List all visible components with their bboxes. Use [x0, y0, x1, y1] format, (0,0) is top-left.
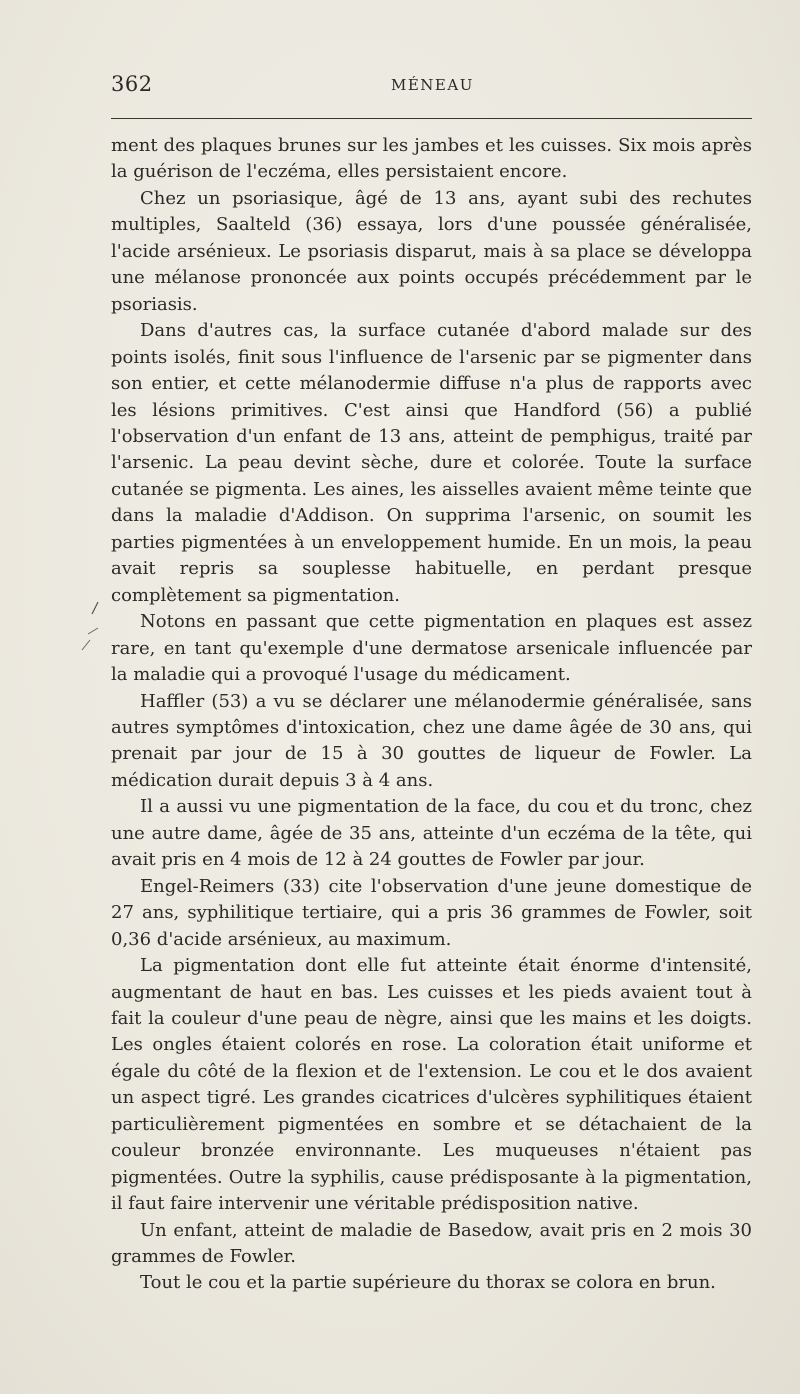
paragraph: Chez un psoriasique, âgé de 13 ans, ayant subi des rechutes multiples, Saalteld (36) essaya, lors d'une poussée généralisée, l'acide arsénieux. Le psoriasis disparut, mais à sa place se développa une mélanose prononcée aux points occupés précédemment par le psoriasis. — [111, 187, 752, 315]
body-text — [111, 133, 752, 1297]
paragraph: La pigmentation dont elle fut atteinte était énorme d'intensité, augmentant de haut en bas. Les cuisses et les pieds avaient tout à fait la couleur d'une peau de nègre, ainsi que les mains et les doigts. Les ongles étaient colorés en rose. La coloration était uniforme et égale du côté de la flexion et de l'extension. Le cou et le dos avaient un aspect tigré. Les grandes cicatrices d'ulcères syphilitiques étaient particulièrement pigmentées en sombre et se détachaient de la couleur bronzée environnante. Les muqueuses n'étaient pas pigmentées. Outre la syphilis, cause prédisposante à la pigmentation, il faut faire intervenir une véritable prédisposition native. — [111, 955, 752, 1215]
paragraph: Tout le cou et la partie supérieure du thorax se colora en brun. — [140, 1272, 716, 1294]
paragraph: Un enfant, atteint de maladie de Basedow, avait pris en 2 mois 30 grammes de Fowler. — [111, 1219, 752, 1268]
paragraph: Notons en passant que cette pigmentation en plaques est assez rare, en tant qu'exemple d'une dermatose arsenicale influencée par la maladie qui a provoqué l'usage du médicament. — [111, 611, 752, 686]
page-header — [111, 72, 751, 112]
paragraph: ment des plaques brunes sur les jambes et les cuisses. Six mois après la guérison de l'eczéma, elles persistaient encore. — [111, 135, 752, 183]
paragraph: Haffler (53) a vu se déclarer une mélanodermie généralisée, sans autres symptômes d'intoxication, chez une dame âgée de 30 ans, qui prenait par jour de 15 à 30 gouttes de liqueur de Fowler. La médication durait depuis 3 à 4 ans. — [111, 690, 752, 791]
running-title: MÉNEAU — [391, 76, 474, 94]
paragraph: Engel-Reimers (33) cite l'observation d'une jeune domestique de 27 ans, syphilitique tertiaire, qui a pris 36 grammes de Fowler, soit 0,36 d'acide arsénieux, au maximum. — [111, 875, 752, 950]
pencil-annotation-mark — [68, 598, 108, 658]
paragraph: Dans d'autres cas, la surface cutanée d'abord malade sur des points isolés, finit sous l'influence de l'arsenic par se pigmenter dans son entier, et cette mélanodermie diffuse n'a plus de rapports avec les lésions primitives. C'est ainsi que Handford (56) a publié l'observation d'un enfant de 13 ans, atteint de pemphigus, traité par l'arsenic. La peau devint sèche, dure et colorée. Toute la surface cutanée se pigmenta. Les aines, les aisselles avaient même teinte que dans la maladie d'Addison. On supprima l'arsenic, on soumit les parties pigmentées à un enveloppement humide. En un mois, la peau avait repris sa souplesse habituelle, en perdant presque complètement sa pigmentation. — [111, 320, 752, 606]
header-rule — [111, 118, 752, 119]
paragraph: Il a aussi vu une pigmentation de la face, du cou et du tronc, chez une autre dame, âgée de 35 ans, atteinte d'un eczéma de la tête, qui avait pris en 4 mois de 12 à 24 gouttes de Fowler par jour. — [111, 796, 752, 871]
page-number: 362 — [111, 72, 153, 96]
